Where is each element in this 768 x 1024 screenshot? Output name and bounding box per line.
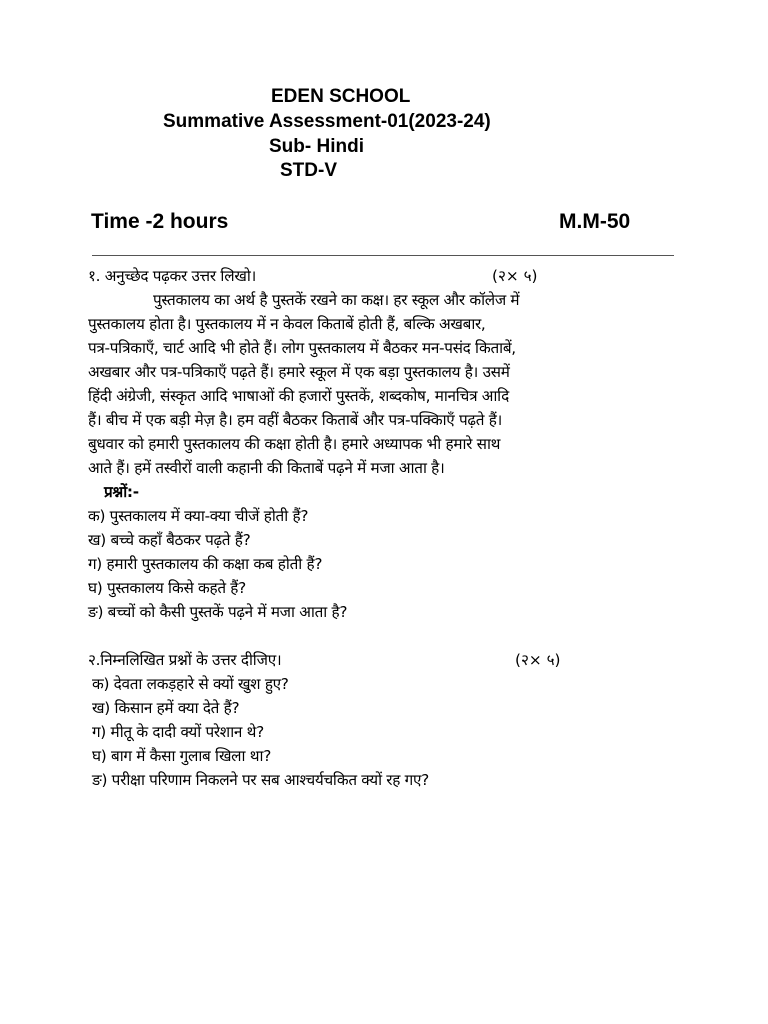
question-item: ख) बच्चे कहाँ बैठकर पढ़ते हैं? [88,531,251,549]
exam-title: Summative Assessment-01(2023-24) [163,111,491,132]
divider [92,255,674,256]
questions-heading: प्रश्नों:- [104,483,139,501]
passage-line: पत्र-पत्रिकाएँ, चार्ट आदि भी होते हैं। लोग पुस्तकालय में बैठकर मन-पसंद किताबें, [88,339,516,357]
passage-line: हिंदी अंग्रेजी, संस्कृत आदि भाषाओं की हजारों पुस्तकें, शब्दकोष, मानचित्र आदि [88,387,509,405]
passage-line: पुस्तकालय का अर्थ है पुस्तकें रखने का कक्ष। हर स्कूल और कॉलेज में [153,291,520,309]
section2-marks: (२× ५) [515,651,561,669]
section1-marks: (२× ५) [492,267,538,285]
question-item: क) देवता लकड़हारे से क्यों खुश हुए? [92,675,289,693]
passage-line: आते हैं। हमें तस्वीरों वाली कहानी की किताबें पढ़ने में मजा आता है। [88,459,445,477]
question-item: ख) किसान हमें क्या देते हैं? [92,699,240,717]
question-item: घ) बाग में कैसा गुलाब खिला था? [92,747,272,765]
question-item: ग) मीतू के दादी क्यों परेशान थे? [92,723,264,741]
question-item: क) पुस्तकालय में क्या-क्या चीजें होती हैं? [88,507,309,525]
passage-line: बुधवार को हमारी पुस्तकालय की कक्षा होती है। हमारे अध्यापक भी हमारे साथ [88,435,501,453]
school-name: EDEN SCHOOL [271,86,411,107]
passage-line: हैं। बीच में एक बड़ी मेज़ है। हम वहीं बैठकर किताबें और पत्र-पक्किाएँ पढ़ते हैं। [88,411,503,429]
time-allowed: Time -2 hours [91,210,229,233]
max-marks: M.M-50 [559,210,631,233]
question-item: ग) हमारी पुस्तकालय की कक्षा कब होती हैं? [88,555,323,573]
passage-line: अखबार और पत्र-पत्रिकाएँ पढ़ते हैं। हमारे स्कूल में एक बड़ा पुस्तकालय है। उसमें [88,363,510,381]
question-item: ङ) बच्चों को कैसी पुस्तकें पढ़ने में मजा आता है? [88,603,348,621]
question-item: ङ) परीक्षा परिणाम निकलने पर सब आश्चर्यचकित क्यों रह गए? [92,771,429,789]
section1-title: १. अनुच्छेद पढ़कर उत्तर लिखो। [88,267,257,285]
passage-line: पुस्तकालय होता है। पुस्तकालय में न केवल किताबें होती हैं, बल्कि अखबार, [88,315,486,333]
section2-title: २.निम्नलिखित प्रश्नों के उत्तर दीजिए। [88,651,282,669]
standard: STD-V [280,160,337,181]
subject: Sub- Hindi [269,136,364,157]
question-item: घ) पुस्तकालय किसे कहते हैं? [88,579,246,597]
